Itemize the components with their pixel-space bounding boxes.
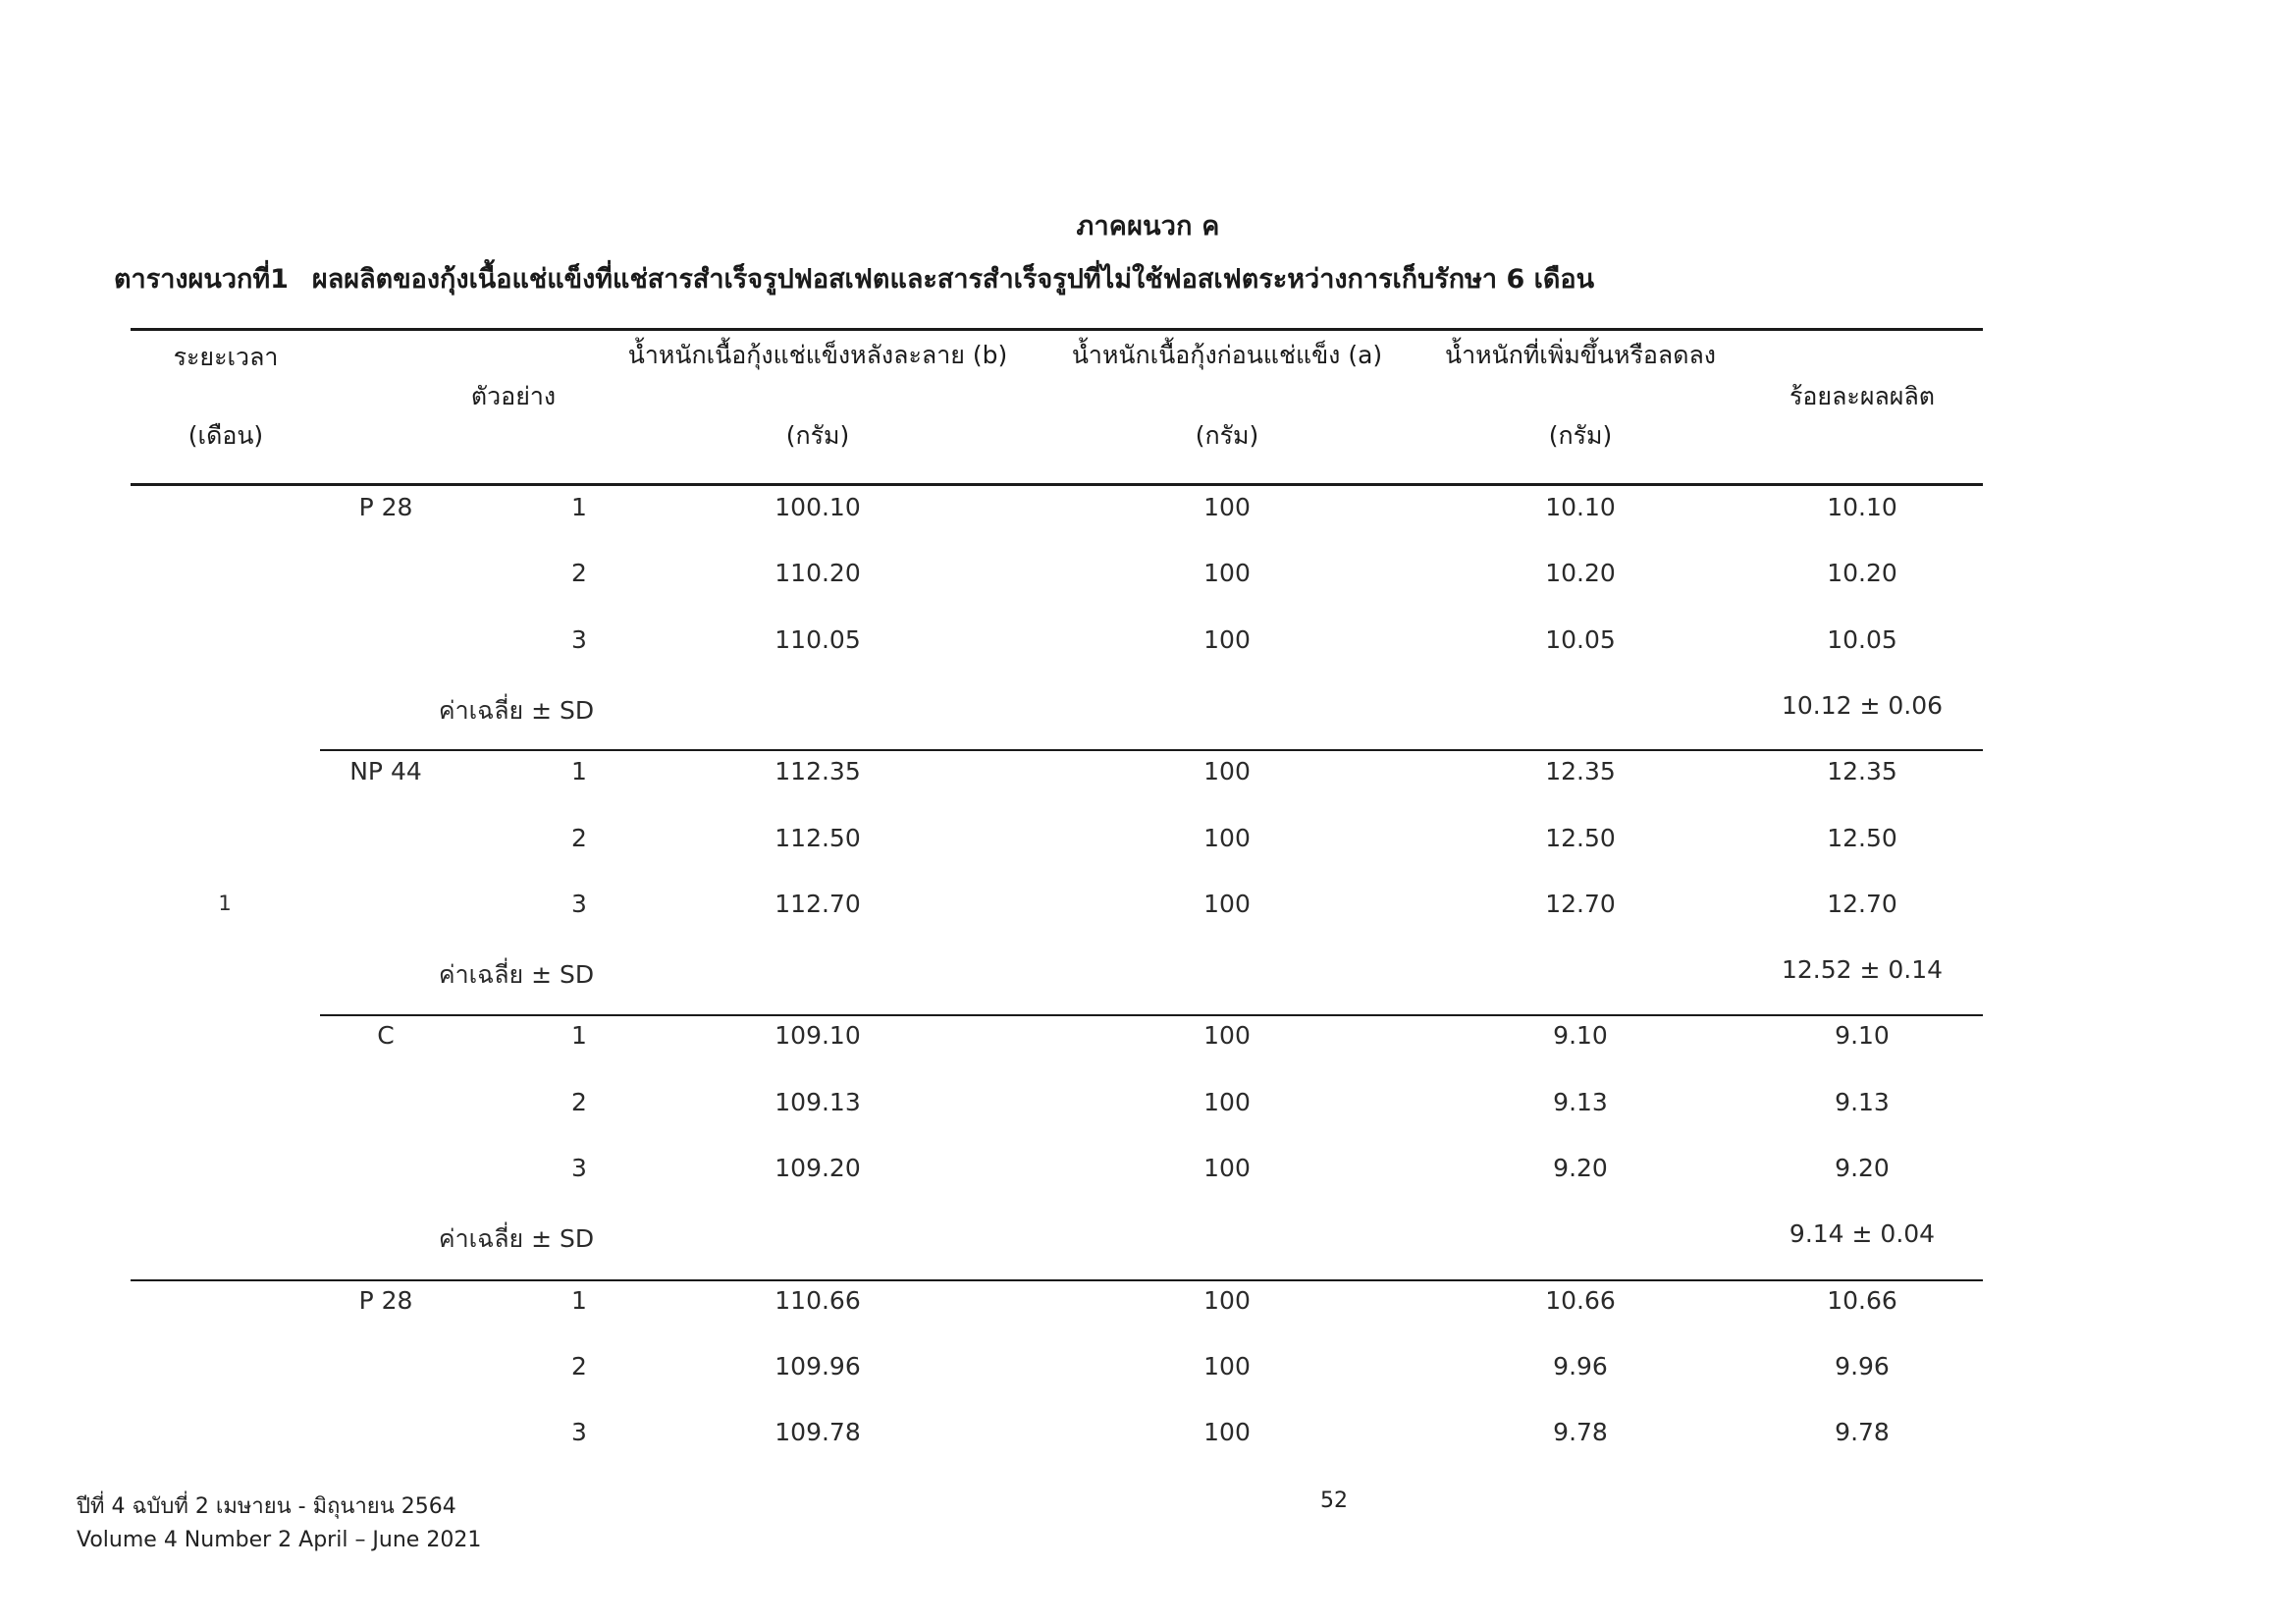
cell-weight-change: 9.13: [1553, 1088, 1608, 1116]
cell-yield: 12.50: [1827, 824, 1897, 852]
cell-weight-change: 9.20: [1553, 1154, 1608, 1182]
footer-issue-thai: ปีที่ 4 ฉบับที่ 2 เมษายน - มิถุนายน 2564: [77, 1494, 456, 1519]
cell-yield: 10.66: [1827, 1286, 1897, 1315]
cell-weight-change: 10.66: [1545, 1286, 1616, 1315]
cell-weight-after: 112.35: [774, 757, 861, 785]
cell-weight-after: 110.66: [774, 1286, 861, 1315]
cell-weight-before: 100: [1203, 625, 1251, 654]
cell-weight-change: 12.70: [1545, 890, 1616, 918]
table-header-rule: [131, 483, 1983, 486]
cell-weight-before: 100: [1203, 493, 1251, 521]
header-yield: ร้อยละผลผลิต: [1789, 382, 1936, 410]
cell-weight-before: 100: [1203, 1088, 1251, 1116]
header-period-line2: (เดือน): [187, 421, 264, 450]
table-caption-text: ผลผลิตของกุ้งเนื้อแช่แข็งที่แช่สารสำเร็จรูปฟอสเฟตและสารสำเร็จรูปที่ไม่ใช้ฟอสเฟตระหว่างการเก็บรักษา 6 เดือน: [311, 264, 1595, 295]
cell-replicate: 2: [571, 559, 587, 587]
cell-replicate: 1: [571, 1021, 587, 1050]
header-weight-after-line1: น้ำหนักเนื้อกุ้งแช่แข็งหลังละลาย (b): [627, 341, 1008, 369]
header-weight-change-line2: (กรัม): [1548, 421, 1613, 450]
cell-yield: 9.13: [1835, 1088, 1890, 1116]
cell-replicate: 3: [571, 890, 587, 918]
cell-weight-before: 100: [1203, 1418, 1251, 1446]
cell-replicate: 3: [571, 625, 587, 654]
header-period-line1: ระยะเวลา: [173, 343, 279, 371]
cell-weight-change: 10.20: [1545, 559, 1616, 587]
cell-weight-before: 100: [1203, 824, 1251, 852]
cell-weight-after: 110.20: [774, 559, 861, 587]
cell-replicate: 3: [571, 1418, 587, 1446]
cell-weight-after: 110.05: [774, 625, 861, 654]
cell-weight-after: 109.20: [774, 1154, 861, 1182]
cell-replicate: 3: [571, 1154, 587, 1182]
cell-replicate: ค่าเฉลี่ย ± SD: [438, 696, 595, 725]
cell-weight-change: 12.35: [1545, 757, 1616, 785]
cell-group: NP 44: [349, 757, 422, 785]
cell-yield: 12.52 ± 0.14: [1781, 955, 1944, 984]
cell-weight-after: 109.13: [774, 1088, 861, 1116]
cell-weight-after: 112.50: [774, 824, 861, 852]
cell-yield: 12.70: [1827, 890, 1897, 918]
cell-yield: 9.10: [1835, 1021, 1890, 1050]
cell-replicate: 2: [571, 824, 587, 852]
cell-yield: 9.78: [1835, 1418, 1890, 1446]
cell-weight-before: 100: [1203, 890, 1251, 918]
cell-weight-before: 100: [1203, 1154, 1251, 1182]
cell-yield: 10.05: [1827, 625, 1897, 654]
cell-yield: 9.14 ± 0.04: [1789, 1219, 1936, 1248]
header-weight-change-line1: น้ำหนักที่เพิ่มขึ้นหรือลดลง: [1444, 341, 1717, 369]
table-caption-label: ตารางผนวกที่1: [114, 264, 289, 295]
cell-weight-after: 109.10: [774, 1021, 861, 1050]
cell-replicate: 1: [571, 493, 587, 521]
cell-weight-after: 109.96: [774, 1352, 861, 1380]
cell-weight-change: 12.50: [1545, 824, 1616, 852]
cell-replicate: ค่าเฉลี่ย ± SD: [438, 960, 595, 989]
cell-yield: 10.10: [1827, 493, 1897, 521]
footer-issue-english: Volume 4 Number 2 April – June 2021: [77, 1528, 482, 1552]
cell-replicate: 2: [571, 1352, 587, 1380]
cell-group: P 28: [358, 1286, 413, 1315]
cell-yield: 12.35: [1827, 757, 1897, 785]
cell-weight-change: 10.05: [1545, 625, 1616, 654]
cell-replicate: 1: [571, 1286, 587, 1315]
cell-weight-before: 100: [1203, 1286, 1251, 1315]
header-sample: ตัวอย่าง: [470, 382, 557, 410]
cell-weight-after: 112.70: [774, 890, 861, 918]
period-value: 1: [218, 892, 232, 915]
cell-replicate: 2: [571, 1088, 587, 1116]
appendix-heading: ภาคผนวก ค: [1076, 211, 1220, 242]
period-rule: [131, 1279, 1983, 1281]
cell-weight-before: 100: [1203, 1021, 1251, 1050]
cell-weight-change: 9.96: [1553, 1352, 1608, 1380]
cell-weight-change: 9.78: [1553, 1418, 1608, 1446]
group-rule-np44: [320, 749, 1983, 751]
cell-weight-change: 10.10: [1545, 493, 1616, 521]
cell-group: P 28: [358, 493, 413, 521]
cell-yield: 9.20: [1835, 1154, 1890, 1182]
cell-yield: 10.12 ± 0.06: [1781, 691, 1944, 720]
cell-weight-change: 9.10: [1553, 1021, 1608, 1050]
cell-yield: 10.20: [1827, 559, 1897, 587]
cell-yield: 9.96: [1835, 1352, 1890, 1380]
cell-replicate: 1: [571, 757, 587, 785]
cell-group: C: [377, 1021, 395, 1050]
cell-weight-before: 100: [1203, 559, 1251, 587]
table-top-rule: [131, 328, 1983, 331]
cell-weight-before: 100: [1203, 757, 1251, 785]
header-weight-before-line1: น้ำหนักเนื้อกุ้งก่อนแช่แข็ง (a): [1071, 341, 1383, 369]
cell-replicate: ค่าเฉลี่ย ± SD: [438, 1224, 595, 1253]
table-caption: [114, 257, 2224, 299]
cell-weight-after: 109.78: [774, 1418, 861, 1446]
page-number: 52: [1320, 1489, 1348, 1513]
header-weight-before-line2: (กรัม): [1195, 421, 1259, 450]
cell-weight-before: 100: [1203, 1352, 1251, 1380]
header-weight-after-line2: (กรัม): [785, 421, 850, 450]
group-rule-c: [320, 1014, 1983, 1016]
cell-weight-after: 100.10: [774, 493, 861, 521]
